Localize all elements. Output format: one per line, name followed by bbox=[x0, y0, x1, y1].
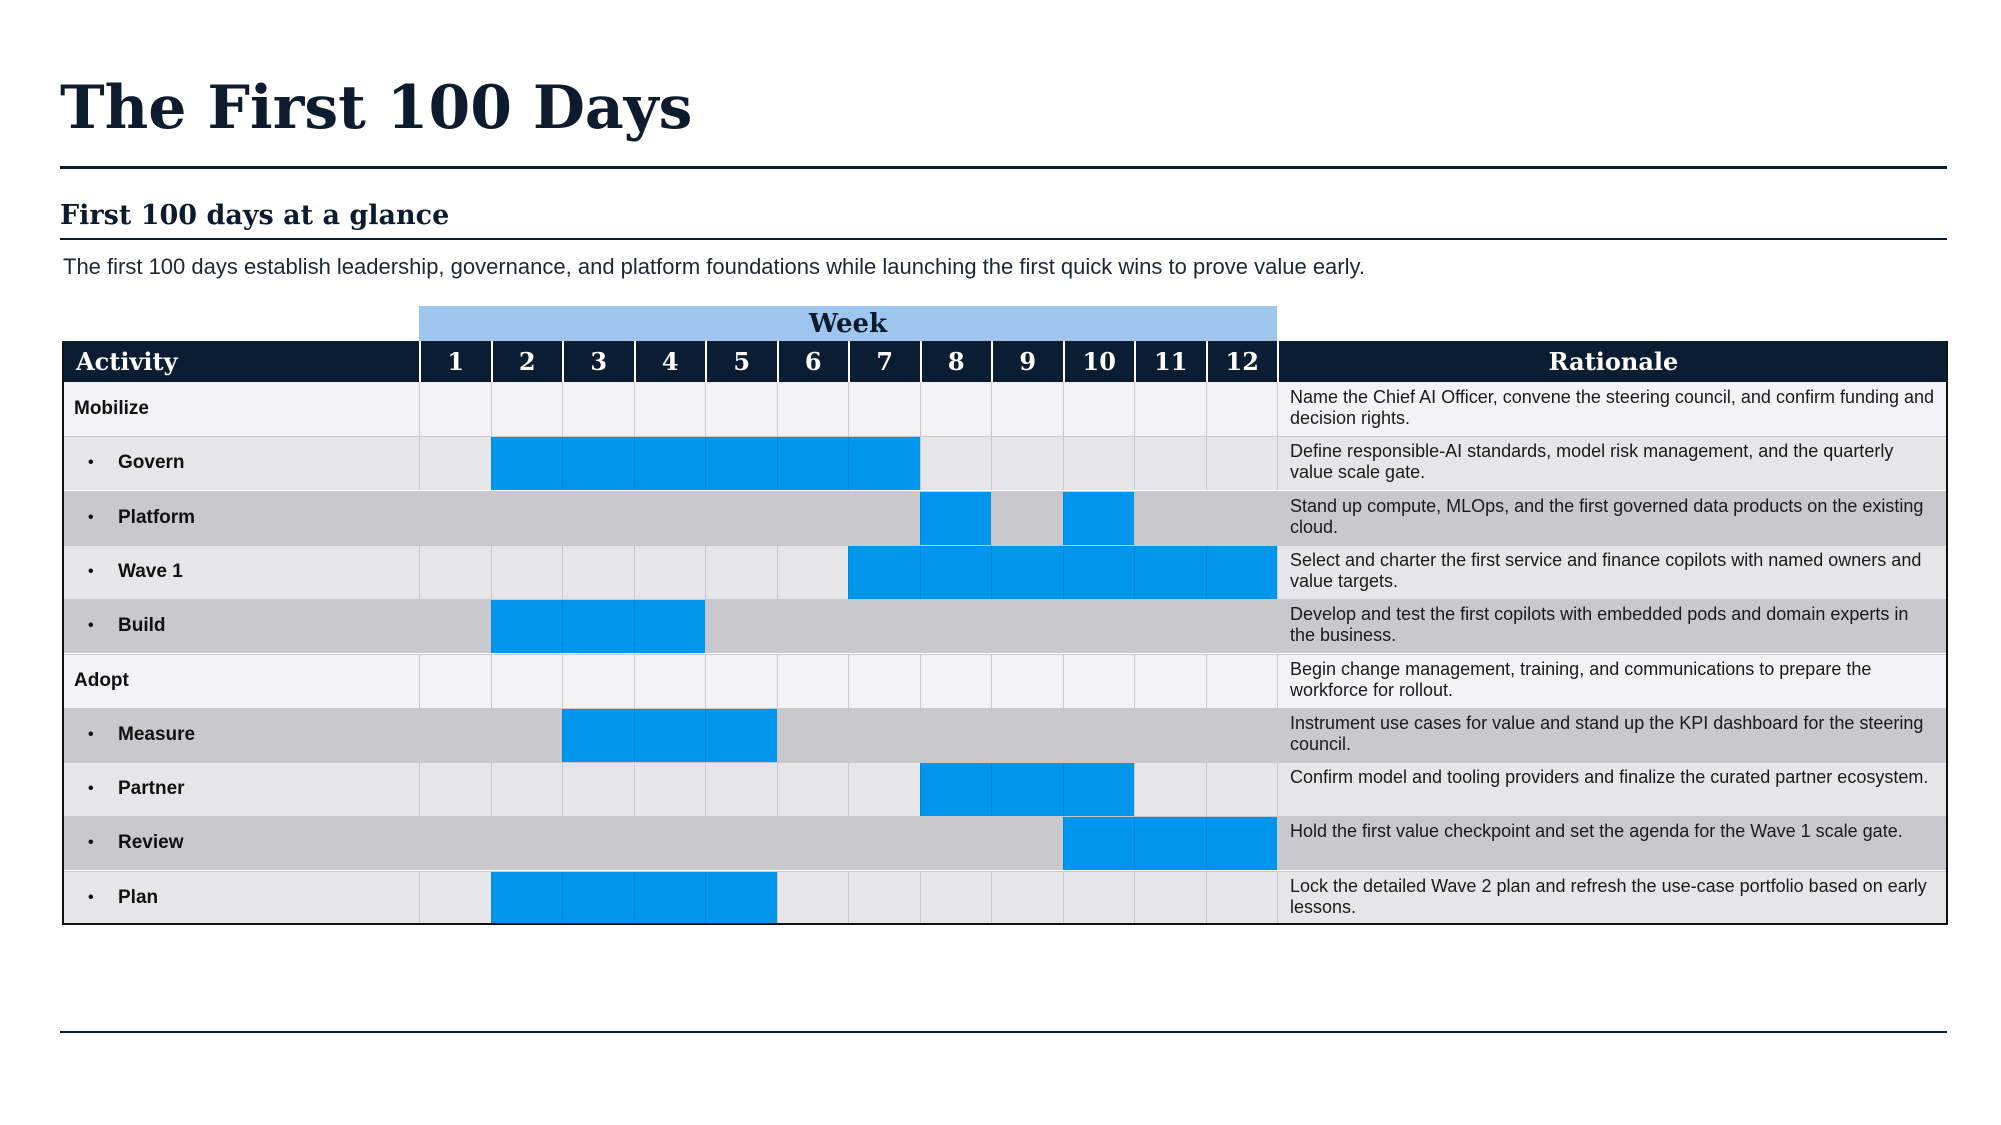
schedule-cell bbox=[991, 654, 1063, 708]
section-description: The first 100 days establish leadership, governance, and platform foundations while launching the first quick wins to prove value early. bbox=[63, 254, 1365, 279]
schedule-cell bbox=[848, 382, 920, 436]
week-header-3: 3 bbox=[562, 341, 634, 382]
activity-label-text: Review bbox=[118, 832, 184, 854]
schedule-bar-cell bbox=[1134, 545, 1206, 599]
schedule-bar-cell bbox=[1063, 762, 1135, 816]
bullet-marker: • bbox=[88, 508, 94, 526]
rationale-text: Instrument use cases for value and stand up the KPI dashboard for the steering council. bbox=[1277, 708, 1948, 762]
row-separator bbox=[62, 491, 1948, 492]
section-title: First 100 days at a glance bbox=[60, 200, 450, 231]
activity-row-partner bbox=[62, 762, 1948, 816]
activity-label bbox=[62, 762, 419, 816]
activity-label-text: Build bbox=[118, 615, 166, 637]
schedule-cell bbox=[634, 762, 706, 816]
schedule-cell bbox=[634, 491, 706, 545]
bullet-marker: • bbox=[88, 562, 94, 580]
schedule-bar-cell bbox=[634, 871, 706, 925]
activity-header: Activity bbox=[76, 347, 178, 376]
gantt-table-body bbox=[62, 382, 1948, 925]
rationale-text: Name the Chief AI Officer, convene the steering council, and confirm funding and decision rights. bbox=[1277, 382, 1948, 436]
row-separator bbox=[62, 762, 1948, 763]
schedule-cell bbox=[1206, 491, 1278, 545]
activity-label bbox=[62, 382, 419, 436]
schedule-cell bbox=[491, 816, 563, 870]
schedule-bar-cell bbox=[1206, 545, 1278, 599]
activity-row-platform bbox=[62, 491, 1948, 545]
schedule-cell bbox=[562, 816, 634, 870]
schedule-cell bbox=[634, 816, 706, 870]
schedule-cell bbox=[991, 871, 1063, 925]
rationale-text: Define responsible-AI standards, model risk management, and the quarterly value scale gate. bbox=[1277, 436, 1948, 490]
activity-label bbox=[62, 816, 419, 870]
schedule-bar-cell bbox=[1063, 545, 1135, 599]
schedule-bar-cell bbox=[991, 545, 1063, 599]
footer-divider bbox=[60, 1031, 1947, 1033]
schedule-cell bbox=[705, 599, 777, 653]
schedule-cell bbox=[705, 382, 777, 436]
week-header-4: 4 bbox=[634, 341, 706, 382]
schedule-cell bbox=[1063, 654, 1135, 708]
schedule-cell bbox=[1206, 762, 1278, 816]
schedule-bar-cell bbox=[634, 708, 706, 762]
schedule-cell bbox=[634, 654, 706, 708]
table-header bbox=[62, 341, 1948, 382]
schedule-cell bbox=[562, 762, 634, 816]
schedule-bar-cell bbox=[491, 871, 563, 925]
schedule-cell bbox=[419, 436, 491, 490]
schedule-cell bbox=[705, 654, 777, 708]
activity-label bbox=[62, 599, 419, 653]
schedule-cell bbox=[491, 491, 563, 545]
schedule-cell bbox=[419, 545, 491, 599]
schedule-cell bbox=[777, 762, 849, 816]
rationale-text: Stand up compute, MLOps, and the first governed data products on the existing cloud. bbox=[1277, 491, 1948, 545]
schedule-cell bbox=[419, 762, 491, 816]
schedule-cell bbox=[419, 382, 491, 436]
activity-label-text: Wave 1 bbox=[118, 560, 183, 582]
schedule-cell bbox=[1134, 654, 1206, 708]
activity-label-text: Platform bbox=[118, 506, 196, 528]
schedule-bar-cell bbox=[1134, 816, 1206, 870]
schedule-cell bbox=[1134, 382, 1206, 436]
schedule-cell bbox=[777, 708, 849, 762]
schedule-cell bbox=[1134, 491, 1206, 545]
schedule-bar-cell bbox=[562, 708, 634, 762]
schedule-cell bbox=[705, 816, 777, 870]
activity-label bbox=[62, 654, 419, 708]
activity-label bbox=[62, 436, 419, 490]
schedule-cell bbox=[419, 871, 491, 925]
schedule-cell bbox=[634, 382, 706, 436]
table-border-left bbox=[62, 341, 64, 382]
activity-row-review bbox=[62, 816, 1948, 870]
section-divider bbox=[60, 238, 1947, 240]
row-separator bbox=[62, 545, 1948, 546]
activity-label-text: Mobilize bbox=[74, 398, 149, 419]
schedule-cell bbox=[777, 816, 849, 870]
table-border-right bbox=[1946, 341, 1948, 382]
schedule-cell bbox=[419, 491, 491, 545]
week-header-8: 8 bbox=[920, 341, 992, 382]
activity-row-build bbox=[62, 599, 1948, 653]
week-header-6: 6 bbox=[777, 341, 849, 382]
schedule-cell bbox=[848, 599, 920, 653]
schedule-cell bbox=[419, 654, 491, 708]
schedule-bar-cell bbox=[634, 436, 706, 490]
row-separator bbox=[62, 816, 1948, 817]
week-header-2: 2 bbox=[491, 341, 563, 382]
week-header-1: 1 bbox=[419, 341, 491, 382]
schedule-cell bbox=[562, 545, 634, 599]
schedule-bar-cell bbox=[991, 762, 1063, 816]
schedule-cell bbox=[920, 654, 992, 708]
schedule-bar-cell bbox=[634, 599, 706, 653]
schedule-cell bbox=[991, 436, 1063, 490]
bullet-marker: • bbox=[88, 834, 94, 852]
week-header-9: 9 bbox=[991, 341, 1063, 382]
schedule-cell bbox=[848, 708, 920, 762]
schedule-bar-cell bbox=[491, 436, 563, 490]
schedule-bar-cell bbox=[491, 599, 563, 653]
page-title: The First 100 Days bbox=[60, 73, 693, 143]
rationale-text: Develop and test the first copilots with embedded pods and domain experts in the business. bbox=[1277, 599, 1948, 653]
rationale-text: Lock the detailed Wave 2 plan and refresh the use-case portfolio based on early lessons. bbox=[1277, 871, 1948, 925]
schedule-cell bbox=[848, 762, 920, 816]
schedule-cell bbox=[777, 545, 849, 599]
rationale-header: Rationale bbox=[1277, 341, 1948, 382]
activity-label-text: Partner bbox=[118, 778, 185, 800]
bullet-marker: • bbox=[88, 888, 94, 906]
schedule-cell bbox=[1134, 436, 1206, 490]
bullet-marker: • bbox=[88, 725, 94, 743]
schedule-cell bbox=[920, 382, 992, 436]
schedule-cell bbox=[1206, 871, 1278, 925]
activity-label bbox=[62, 871, 419, 925]
schedule-cell bbox=[777, 491, 849, 545]
schedule-cell bbox=[991, 491, 1063, 545]
schedule-cell bbox=[777, 382, 849, 436]
schedule-cell bbox=[1063, 382, 1135, 436]
schedule-bar-cell bbox=[562, 599, 634, 653]
schedule-cell bbox=[705, 491, 777, 545]
schedule-bar-cell bbox=[1063, 491, 1135, 545]
schedule-cell bbox=[1134, 708, 1206, 762]
schedule-cell bbox=[1206, 382, 1278, 436]
rationale-text: Confirm model and tooling providers and finalize the curated partner ecosystem. bbox=[1277, 762, 1948, 816]
activity-label-text: Adopt bbox=[74, 669, 129, 691]
schedule-cell bbox=[1134, 762, 1206, 816]
schedule-cell bbox=[705, 762, 777, 816]
schedule-cell bbox=[491, 708, 563, 762]
schedule-cell bbox=[491, 654, 563, 708]
schedule-bar-cell bbox=[705, 436, 777, 490]
rationale-text: Hold the first value checkpoint and set the agenda for the Wave 1 scale gate. bbox=[1277, 816, 1948, 870]
schedule-cell bbox=[1134, 599, 1206, 653]
week-header-10: 10 bbox=[1063, 341, 1135, 382]
schedule-cell bbox=[1063, 708, 1135, 762]
activity-label-text: Plan bbox=[118, 886, 159, 908]
schedule-cell bbox=[634, 545, 706, 599]
schedule-bar-cell bbox=[777, 436, 849, 490]
schedule-cell bbox=[491, 762, 563, 816]
activity-row-wave-1 bbox=[62, 545, 1948, 599]
schedule-cell bbox=[1063, 436, 1135, 490]
schedule-cell bbox=[848, 654, 920, 708]
activity-label-text: Measure bbox=[118, 723, 196, 745]
row-separator bbox=[62, 436, 1948, 437]
row-separator bbox=[62, 599, 1948, 600]
activity-label bbox=[62, 545, 419, 599]
schedule-cell bbox=[848, 816, 920, 870]
week-header-12: 12 bbox=[1206, 341, 1278, 382]
schedule-cell bbox=[562, 491, 634, 545]
schedule-cell bbox=[419, 708, 491, 762]
row-separator bbox=[62, 708, 1948, 709]
row-separator bbox=[62, 871, 1948, 872]
schedule-bar-cell bbox=[705, 871, 777, 925]
activity-row-govern bbox=[62, 436, 1948, 490]
schedule-cell bbox=[1206, 599, 1278, 653]
schedule-bar-cell bbox=[848, 436, 920, 490]
schedule-cell bbox=[1206, 708, 1278, 762]
schedule-bar-cell bbox=[920, 762, 992, 816]
schedule-cell bbox=[991, 708, 1063, 762]
activity-row-measure bbox=[62, 708, 1948, 762]
row-separator bbox=[62, 654, 1948, 655]
activity-row-plan bbox=[62, 871, 1948, 925]
schedule-bar-cell bbox=[1206, 816, 1278, 870]
title-divider bbox=[60, 166, 1947, 169]
schedule-cell bbox=[991, 382, 1063, 436]
schedule-cell bbox=[991, 816, 1063, 870]
schedule-cell bbox=[1206, 654, 1278, 708]
schedule-cell bbox=[920, 708, 992, 762]
week-band: Week bbox=[419, 306, 1277, 341]
rationale-text: Select and charter the first service and finance copilots with named owners and value targets. bbox=[1277, 545, 1948, 599]
schedule-cell bbox=[419, 816, 491, 870]
schedule-bar-cell bbox=[562, 871, 634, 925]
schedule-cell bbox=[491, 545, 563, 599]
schedule-cell bbox=[777, 654, 849, 708]
rationale-text: Begin change management, training, and communications to prepare the workforce for rollout. bbox=[1277, 654, 1948, 708]
schedule-bar-cell bbox=[705, 708, 777, 762]
bullet-marker: • bbox=[88, 780, 94, 798]
activity-row-adopt bbox=[62, 654, 1948, 708]
schedule-bar-cell bbox=[562, 436, 634, 490]
schedule-cell bbox=[777, 599, 849, 653]
schedule-cell bbox=[1206, 436, 1278, 490]
week-header-7: 7 bbox=[848, 341, 920, 382]
schedule-bar-cell bbox=[848, 545, 920, 599]
schedule-cell bbox=[562, 382, 634, 436]
activity-row-mobilize bbox=[62, 382, 1948, 436]
schedule-cell bbox=[562, 654, 634, 708]
schedule-cell bbox=[920, 436, 992, 490]
schedule-cell bbox=[491, 382, 563, 436]
schedule-cell bbox=[705, 545, 777, 599]
schedule-cell bbox=[1063, 871, 1135, 925]
schedule-cell bbox=[1134, 871, 1206, 925]
schedule-cell bbox=[848, 491, 920, 545]
bullet-marker: • bbox=[88, 617, 94, 635]
activity-label bbox=[62, 708, 419, 762]
schedule-cell bbox=[920, 816, 992, 870]
schedule-cell bbox=[920, 871, 992, 925]
schedule-cell bbox=[991, 599, 1063, 653]
schedule-cell bbox=[1063, 599, 1135, 653]
schedule-cell bbox=[777, 871, 849, 925]
schedule-bar-cell bbox=[920, 491, 992, 545]
schedule-bar-cell bbox=[920, 545, 992, 599]
schedule-cell bbox=[920, 599, 992, 653]
week-header-11: 11 bbox=[1134, 341, 1206, 382]
activity-label bbox=[62, 491, 419, 545]
activity-label-text: Govern bbox=[118, 452, 185, 474]
week-header-5: 5 bbox=[705, 341, 777, 382]
schedule-bar-cell bbox=[1063, 816, 1135, 870]
bullet-marker: • bbox=[88, 454, 94, 472]
schedule-cell bbox=[848, 871, 920, 925]
schedule-cell bbox=[419, 599, 491, 653]
